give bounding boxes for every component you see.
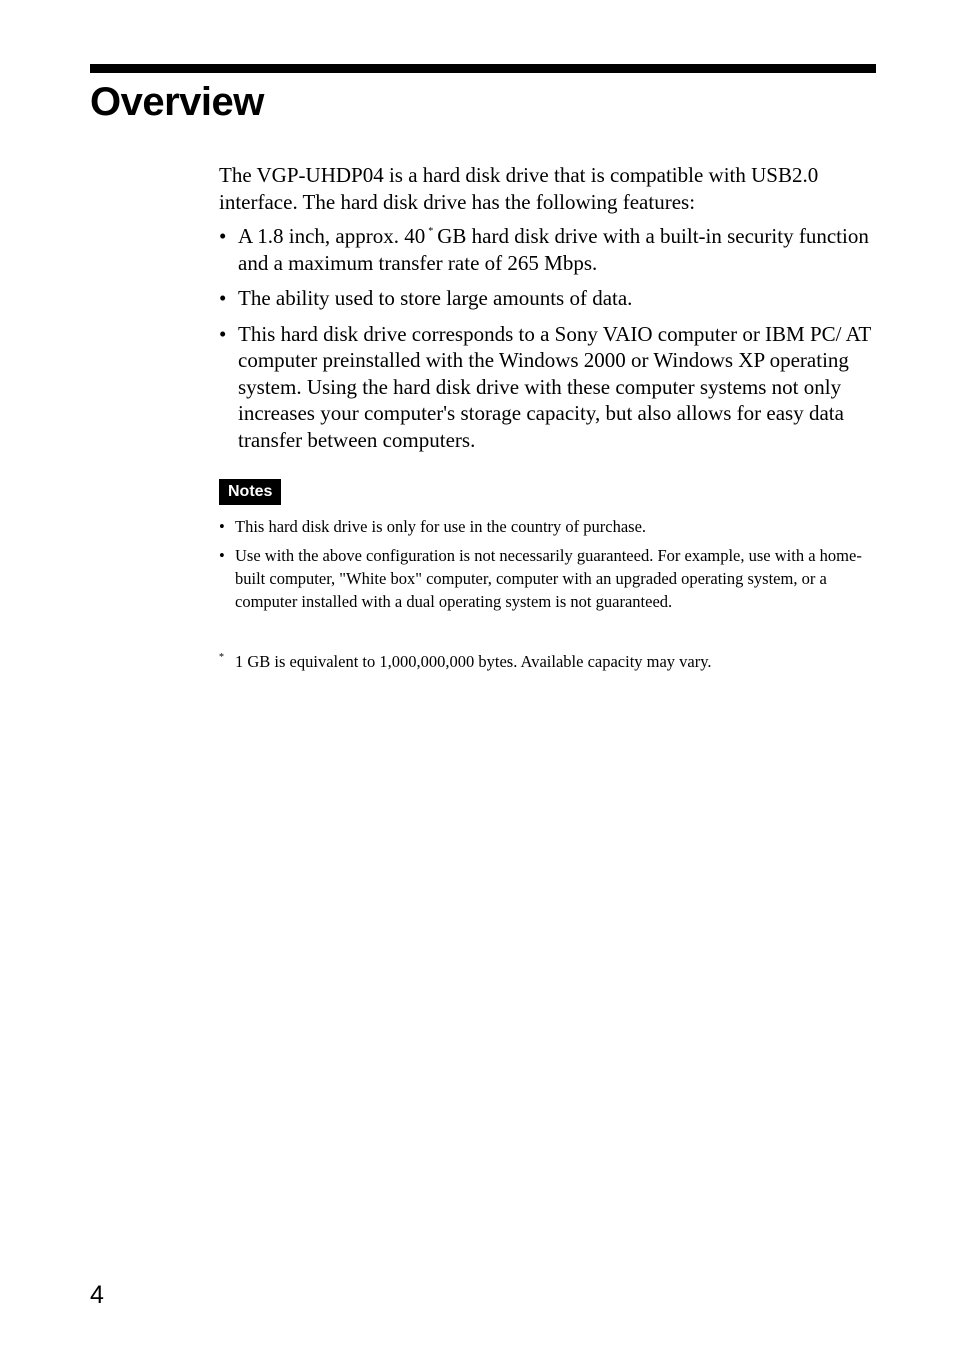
feature-list: [219, 223, 879, 453]
footnote-reference: *: [428, 226, 434, 237]
feature-text: A 1.8 inch, approx. 40: [238, 224, 426, 248]
feature-text: The ability used to store large amounts of data.: [238, 286, 633, 310]
note-text: Use with the above configuration is not necessarily guaranteed. For example, use with a home-built computer, "White box" computer, computer with an upgraded operating system, or a computer installed with a dual operating system is not guaranteed.: [235, 546, 862, 611]
footnote: [219, 650, 879, 673]
page-title: Overview: [90, 80, 264, 124]
footnote-text: 1 GB is equivalent to 1,000,000,000 bytes. Available capacity may vary.: [235, 652, 712, 671]
notes-list: [219, 515, 879, 613]
header-rule: [90, 64, 876, 73]
list-item: [219, 321, 879, 454]
feature-text: GB hard disk drive with a built-in security function and a maximum transfer rate of 265 Mbps.: [238, 224, 869, 275]
note-text: This hard disk drive is only for use in the country of purchase.: [235, 517, 647, 536]
list-item: [219, 285, 879, 312]
list-item: [219, 515, 879, 538]
list-item: [219, 544, 879, 613]
main-content: [219, 162, 879, 673]
bullet: •: [219, 286, 227, 310]
feature-text: This hard disk drive corresponds to a Sony VAIO computer or IBM PC/ AT computer preinstalled with the Windows 2000 or Windows XP operating system. Using the hard disk drive with these computer systems not only increases your computer's storage capacity, but also allows for easy data transfer between computers.: [238, 321, 871, 452]
page-number: 4: [90, 1281, 104, 1309]
list-item: [219, 223, 879, 276]
intro-paragraph: The VGP-UHDP04 is a hard disk drive that is compatible with USB2.0 interface. The hard disk drive has the following features:: [219, 163, 819, 214]
bullet: •: [219, 517, 225, 536]
bullet: •: [219, 546, 225, 565]
footnote-mark: *: [219, 652, 224, 663]
notes-label: Notes: [219, 479, 281, 505]
bullet: •: [219, 224, 227, 248]
bullet: •: [219, 321, 227, 346]
